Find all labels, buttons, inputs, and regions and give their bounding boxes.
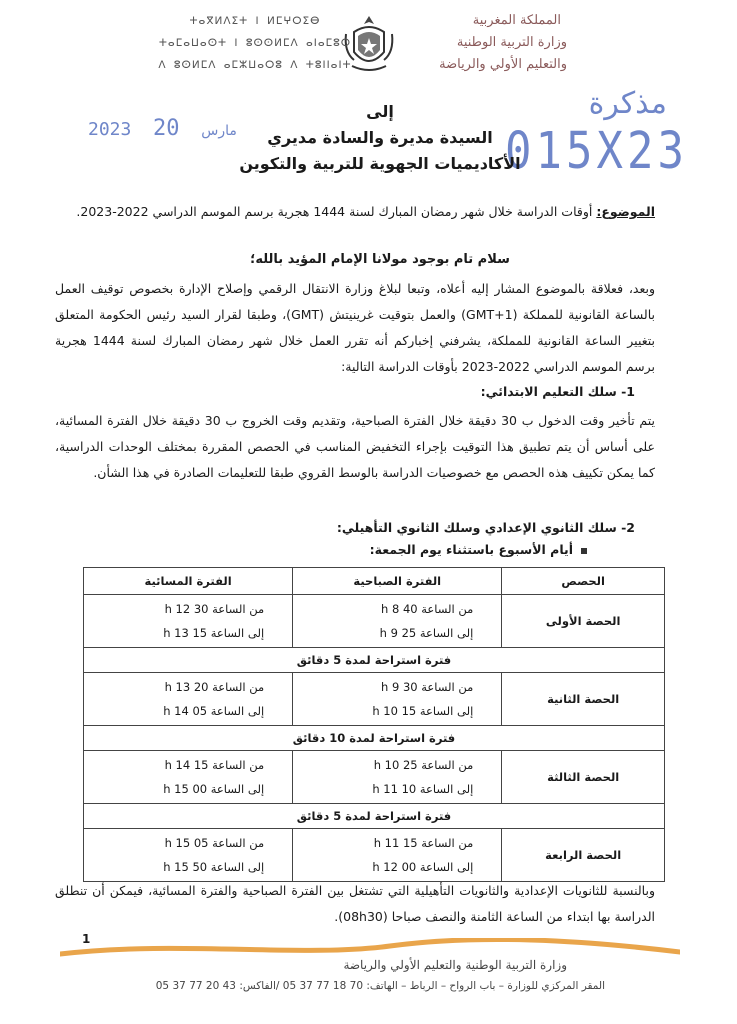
- section-2-bullet-text: أيام الأسبوع باستثناء يوم الجمعة:: [369, 542, 573, 557]
- evening-times: [84, 673, 293, 726]
- time-to: إلى الساعة 15 h 13: [163, 626, 265, 640]
- page-number: 1: [82, 932, 91, 946]
- evening-times: [84, 595, 293, 648]
- break-label: فترة استراحة لمدة 5 دقائق: [84, 648, 665, 673]
- time-from: من الساعة 40 h 8: [381, 602, 474, 616]
- time-to: إلى الساعة 25 h 9: [379, 626, 474, 640]
- period-name: الحصة الثانية: [502, 673, 665, 726]
- footer-ministry: وزارة التربية الوطنية والتعليم الأولي والرياضة: [343, 958, 567, 972]
- memo-date-day: 20: [153, 116, 180, 141]
- time-from: من الساعة 15 h 11: [373, 836, 474, 850]
- footer-wave-icon: [60, 938, 680, 960]
- header-sessions: الحصص: [502, 568, 665, 595]
- time-from: من الساعة 25 h 10: [373, 758, 474, 772]
- closing-paragraph: وبالنسبة للثانويات الإعدادية والثانويات التأهيلية التي تشتغل بين الفترة الصباحية والفترة المسائية، فيمكن أن تنطلق الدراسة بها ابتداء من الساعة الثامنة والنصف صباحا (08h30).: [55, 883, 655, 924]
- time-from: من الساعة 20 h 13: [164, 680, 265, 694]
- time-from: من الساعة 30 h 9: [381, 680, 474, 694]
- morning-times: [293, 751, 502, 804]
- break-row: [84, 648, 665, 673]
- intro-paragraph: وبعد، فعلاقة بالموضوع المشار إليه أعلاه، وتبعا لبلاغ وزارة الانتقال الرقمي وإصلاح الإدارة بخصوص توقيف العمل بالساعة القانونية للمملكة (GMT+1) والعمل بتوقيت غرينيتش (GMT)، وطبقا لقرار السيد رئيس الحكومة المتعلق بتغيير الساعة القانونية للمملكة، يشرفني إخباركم أنه تقرر العمل خلال شهر رمضان المبارك لسنة 1444 هجرية برسم الموسم الدراسي 2022-2023 بأوقات الدراسة التالية:: [55, 281, 655, 374]
- evening-times: [84, 751, 293, 804]
- greeting: سلام تام بوجود مولانا الإمام المؤيد بالله؛: [250, 252, 510, 267]
- memo-date-month: مارس: [201, 123, 237, 139]
- table-row: [84, 595, 665, 648]
- header-morning: الفترة الصباحية: [293, 568, 502, 595]
- time-to: إلى الساعة 00 h 12: [372, 860, 474, 874]
- break-row: [84, 804, 665, 829]
- memo-label: مذكرة: [588, 86, 667, 121]
- recipient-line-2: الأكاديميات الجهوية للتربية والتكوين: [239, 154, 521, 173]
- square-bullet-icon: [581, 548, 587, 554]
- section-1-text: يتم تأخير وقت الدخول ب 30 دقيقة خلال الفترة الصباحية، وتقديم وقت الخروج ب 30 دقيقة خلال الفترة المسائية، على أساس أن يتم تطبيق هذا التوقيت بإجراء التخفيض المناسب في الحصص المقررة بمختلف الوحدات الدراسية، كما يمكن تكييف هذه الحصص مع خصوصيات الدراسة بالوسط القروي طبقا للتعليمات الصادرة في هذا الشأن.: [55, 413, 655, 480]
- time-from: من الساعة 30 h 12: [164, 602, 265, 616]
- header-evening: الفترة المسائية: [84, 568, 293, 595]
- break-label: فترة استراحة لمدة 10 دقائق: [84, 726, 665, 751]
- header-tifinagh-line: ⴷ ⵓⵙⵍⵎⴷ ⴰⵎⵣⵡⴰⵔⵓ ⴷ ⵜⵓⵏⵏⴰⵏⵜ: [158, 59, 352, 71]
- section-2-bullet: [370, 542, 587, 557]
- footer-address: المقر المركزي للوزارة – باب الرواح – الرباط – الهاتف: 70 18 77 37 05 /الفاكس: 43 20 77 37 05: [155, 980, 605, 992]
- header-arabic-line: وزارة التربية الوطنية: [456, 35, 567, 50]
- morning-times: [293, 673, 502, 726]
- time-to: إلى الساعة 00 h 15: [163, 782, 265, 796]
- header-arabic: [427, 10, 567, 76]
- memo-date-year: 2023: [88, 119, 132, 140]
- header-tifinagh-line: ⵜⴰⵎⴰⵡⴰⵙⵜ ⵏ ⵓⵙⵙⵍⵎⴷ ⴰⵏⴰⵎⵓⵔ: [158, 37, 352, 49]
- period-name: الحصة الرابعة: [502, 829, 665, 882]
- period-name: الحصة الثالثة: [502, 751, 665, 804]
- section-2-heading: 2- سلك الثانوي الإعدادي وسلك الثانوي التأهيلي:: [336, 520, 635, 535]
- recipient-line-1: السيدة مديرة والسادة مديري: [267, 128, 493, 147]
- header-arabic-line: المملكة المغربية: [472, 13, 561, 28]
- header-arabic-line: والتعليم الأولي والرياضة: [439, 57, 567, 72]
- break-row: [84, 726, 665, 751]
- time-to: إلى الساعة 05 h 14: [163, 704, 265, 718]
- break-label: فترة استراحة لمدة 5 دقائق: [84, 804, 665, 829]
- time-from: من الساعة 05 h 15: [164, 836, 265, 850]
- table-row: [84, 829, 665, 882]
- table-row: [84, 673, 665, 726]
- subject: [35, 204, 655, 219]
- memo-number: 015X23: [505, 122, 688, 181]
- morning-times: [293, 595, 502, 648]
- memo-date: [88, 116, 237, 141]
- header-tifinagh: [155, 10, 355, 76]
- period-name: الحصة الأولى: [502, 595, 665, 648]
- table-row: [84, 751, 665, 804]
- recipient-to: إلى: [366, 102, 394, 121]
- evening-times: [84, 829, 293, 882]
- timetable-header-row: [84, 568, 665, 595]
- section-1-heading: 1- سلك التعليم الابتدائي:: [480, 384, 635, 399]
- time-to: إلى الساعة 50 h 15: [163, 860, 265, 874]
- subject-label: الموضوع:: [596, 204, 655, 219]
- subject-text: أوقات الدراسة خلال شهر رمضان المبارك لسنة 1444 هجرية برسم الموسم الدراسي 2022-2023.: [76, 204, 597, 219]
- header-tifinagh-line: ⵜⴰⴳⵍⴷⵉⵜ ⵏ ⵍⵎⵖⵔⵉⴱ: [189, 15, 321, 27]
- timetable: [83, 567, 665, 882]
- time-to: إلى الساعة 15 h 10: [372, 704, 474, 718]
- morning-times: [293, 829, 502, 882]
- time-from: من الساعة 15 h 14: [164, 758, 265, 772]
- time-to: إلى الساعة 10 h 11: [372, 782, 474, 796]
